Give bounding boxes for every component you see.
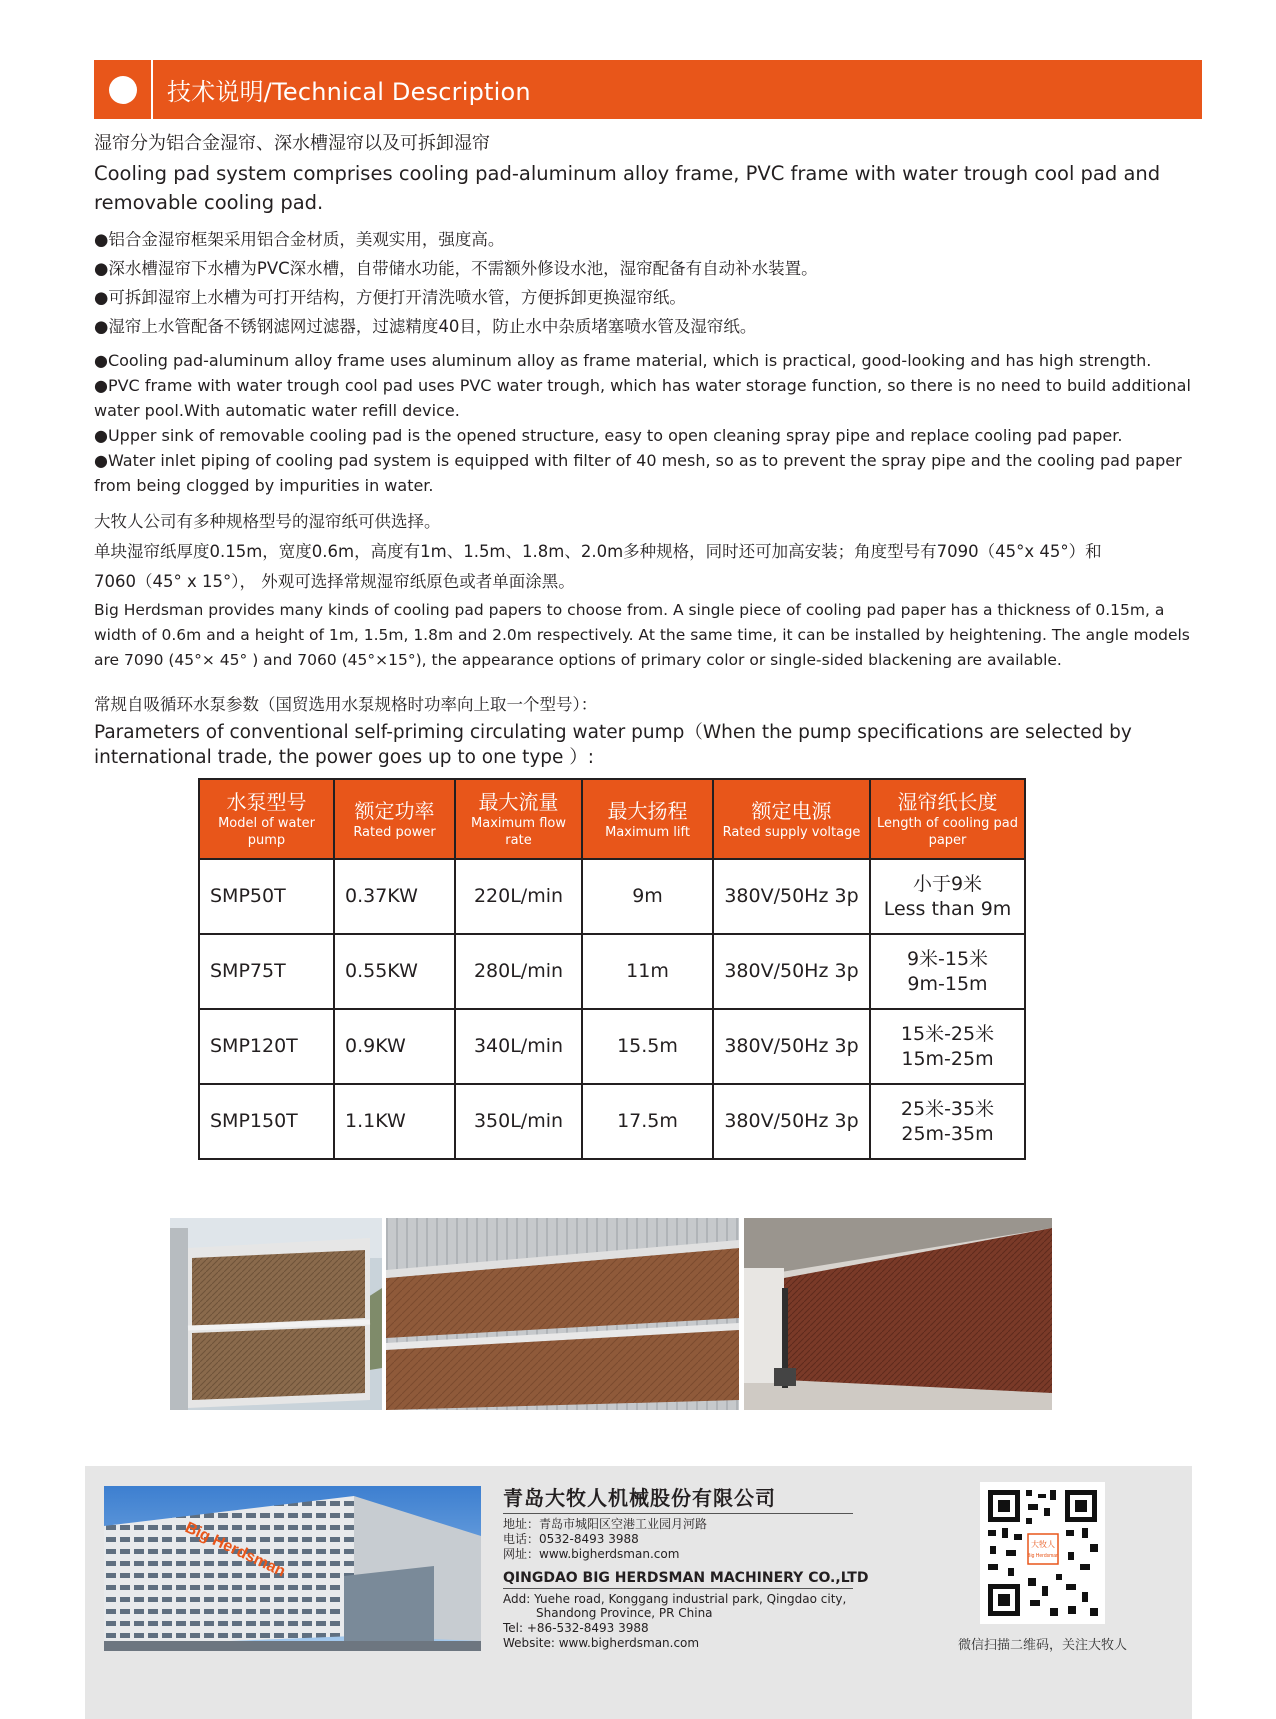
paper-cn-line: 大牧人公司有多种规格型号的湿帘纸可供选择。 bbox=[94, 512, 441, 531]
paper-cn-line: 7060（45° x 15°）， 外观可选择常规湿帘纸原色或者单面涂黑。 bbox=[94, 572, 575, 591]
headquarters-photo bbox=[104, 1486, 481, 1651]
column-header-length: 湿帘纸长度 Length of cooling pad paper bbox=[870, 779, 1025, 859]
qr-logo-en: Big Herdsman bbox=[1027, 1553, 1059, 1559]
column-header-flow: 最大流量 Maximum flow rate bbox=[455, 779, 582, 859]
cell-length bbox=[870, 859, 1025, 934]
pump-table bbox=[198, 778, 1026, 1160]
cell-voltage: 380V/50Hz 3p bbox=[713, 859, 870, 934]
website-cn: 网址：www.bigherdsman.com bbox=[503, 1547, 680, 1561]
company-name-cn: 青岛大牧人机械股份有限公司 bbox=[503, 1486, 776, 1510]
website-en: Website: www.bigherdsman.com bbox=[503, 1636, 700, 1650]
table-row bbox=[199, 1084, 1025, 1159]
cell-power: 0.37KW bbox=[334, 859, 455, 934]
en-bullet: ●PVC frame with water trough cool pad uses PVC water trough, which has water storage function, so there is no need to build additional water pool.With automatic water refill device. bbox=[94, 376, 1191, 420]
length-cn: 小于9米 bbox=[912, 872, 983, 895]
length-en: 9m-15m bbox=[907, 972, 988, 995]
product-photo-interior bbox=[744, 1218, 1052, 1410]
section-header bbox=[94, 60, 1202, 119]
address-en-line2: Shandong Province, PR China bbox=[536, 1606, 713, 1620]
paper-cn-line: 单块湿帘纸厚度0.15m，宽度0.6m，高度有1m、1.5m、1.8m、2.0m多种规格，同时还可加高安装；角度型号有7090（45°x 45°）和 bbox=[94, 542, 1102, 561]
product-photo-outdoor bbox=[170, 1218, 382, 1410]
cell-flow: 340L/min bbox=[455, 1009, 582, 1084]
pump-heading-en: Parameters of conventional self-priming circulating water pump（When the pump specifications are selected by international trade, the power goes up to one type ）: bbox=[94, 722, 1132, 768]
table-row bbox=[199, 859, 1025, 934]
cell-length bbox=[870, 1009, 1025, 1084]
paper-en: Big Herdsman provides many kinds of cooling pad papers to choose from. A single piece of cooling pad paper has a thickness of 0.15m, a width of 0.6m and a height of 1m, 1.5m, 1.8m and 2.0m respectively. At the same time, it can be installed by heightening. The angle models are 7090 (45°× 45° ) and 7060 (45°×15°), the appearance options of primary color or single-sided blackening are available. bbox=[94, 601, 1190, 669]
cell-flow: 220L/min bbox=[455, 859, 582, 934]
cell-length bbox=[870, 1084, 1025, 1159]
en-bullet: ●Cooling pad-aluminum alloy frame uses aluminum alloy as frame material, which is practical, good-looking and has high strength. bbox=[94, 351, 1152, 370]
cn-bullet: ●湿帘上水管配备不锈钢滤网过滤器，过滤精度40目，防止水中杂质堵塞喷水管及湿帘纸。 bbox=[94, 317, 757, 336]
cell-voltage: 380V/50Hz 3p bbox=[713, 1084, 870, 1159]
column-header-power: 额定功率 Rated power bbox=[334, 779, 455, 859]
product-photo-wall bbox=[386, 1218, 739, 1410]
cell-voltage: 380V/50Hz 3p bbox=[713, 1009, 870, 1084]
table-row bbox=[199, 1009, 1025, 1084]
length-en: Less than 9m bbox=[883, 897, 1012, 920]
footer-divider bbox=[503, 1513, 853, 1514]
cell-power: 0.55KW bbox=[334, 934, 455, 1009]
cell-flow: 350L/min bbox=[455, 1084, 582, 1159]
circle-icon bbox=[109, 76, 137, 104]
en-bullet: ●Water inlet piping of cooling pad system is equipped with filter of 40 mesh, so as to prevent the spray pipe and the cooling pad paper from being clogged by impurities in water. bbox=[94, 451, 1182, 495]
cell-lift: 9m bbox=[582, 859, 713, 934]
company-footer bbox=[85, 1466, 1192, 1719]
cell-length bbox=[870, 934, 1025, 1009]
length-en: 15m-25m bbox=[901, 1047, 994, 1070]
cn-bullet: ●铝合金湿帘框架采用铝合金材质，美观实用，强度高。 bbox=[94, 230, 505, 249]
cell-model: SMP150T bbox=[199, 1084, 334, 1159]
length-cn: 15米-25米 bbox=[900, 1022, 995, 1045]
en-bullet-list bbox=[94, 348, 1194, 498]
qr-logo-cn: 大牧人 bbox=[1031, 1540, 1055, 1549]
cell-voltage: 380V/50Hz 3p bbox=[713, 934, 870, 1009]
cell-flow: 280L/min bbox=[455, 934, 582, 1009]
intro-en: Cooling pad system comprises cooling pad-aluminum alloy frame, PVC frame with water trough cool pad and removable cooling pad. bbox=[94, 162, 1161, 214]
cell-lift: 15.5m bbox=[582, 1009, 713, 1084]
cell-lift: 11m bbox=[582, 934, 713, 1009]
length-cn: 25米-35米 bbox=[900, 1097, 995, 1120]
cell-lift: 17.5m bbox=[582, 1084, 713, 1159]
column-header-voltage: 额定电源 Rated supply voltage bbox=[713, 779, 870, 859]
cell-power: 0.9KW bbox=[334, 1009, 455, 1084]
cell-model: SMP75T bbox=[199, 934, 334, 1009]
cn-bullet: ●深水槽湿帘下水槽为PVC深水槽，自带储水功能，不需额外修设水池，湿帘配备有自动补水装置。 bbox=[94, 259, 818, 278]
qr-code bbox=[980, 1482, 1105, 1624]
footer-divider bbox=[503, 1588, 853, 1589]
tel-en: Tel: +86-532-8493 3988 bbox=[503, 1621, 649, 1635]
table-header-row bbox=[199, 779, 1025, 859]
company-name-en: QINGDAO BIG HERDSMAN MACHINERY CO.,LTD bbox=[503, 1570, 869, 1586]
table-row bbox=[199, 934, 1025, 1009]
length-cn: 9米-15米 bbox=[906, 947, 989, 970]
phone-cn: 电话：0532-8493 3988 bbox=[503, 1532, 639, 1546]
column-header-lift: 最大扬程 Maximum lift bbox=[582, 779, 713, 859]
cell-model: SMP120T bbox=[199, 1009, 334, 1084]
cn-bullet-list bbox=[94, 225, 1204, 341]
address-cn: 地址：青岛市城阳区空港工业园月河路 bbox=[503, 1517, 708, 1531]
intro-cn: 湿帘分为铝合金湿帘、深水槽湿帘以及可拆卸湿帘 bbox=[94, 133, 490, 154]
address-en-line1: Add: Yuehe road, Konggang industrial park, Qingdao city, bbox=[503, 1592, 847, 1606]
section-title: 技术说明/Technical Description bbox=[167, 78, 531, 106]
en-bullet: ●Upper sink of removable cooling pad is the opened structure, easy to open cleaning spray pipe and replace cooling pad paper. bbox=[94, 426, 1123, 445]
pump-heading-cn: 常规自吸循环水泵参数（国贸选用水泵规格时功率向上取一个型号）： bbox=[94, 695, 598, 714]
qr-caption: 微信扫描二维码，关注大牧人 bbox=[957, 1638, 1127, 1653]
building-sign: Big Herdsman bbox=[182, 1519, 288, 1581]
cell-power: 1.1KW bbox=[334, 1084, 455, 1159]
cell-model: SMP50T bbox=[199, 859, 334, 934]
cn-bullet: ●可拆卸湿帘上水槽为可打开结构，方便打开清洗喷水管，方便拆卸更换湿帘纸。 bbox=[94, 288, 686, 307]
paper-cn bbox=[94, 507, 1204, 597]
header-bullet-box bbox=[94, 60, 153, 119]
column-header-model: 水泵型号 Model of water pump bbox=[199, 779, 334, 859]
length-en: 25m-35m bbox=[901, 1122, 994, 1145]
